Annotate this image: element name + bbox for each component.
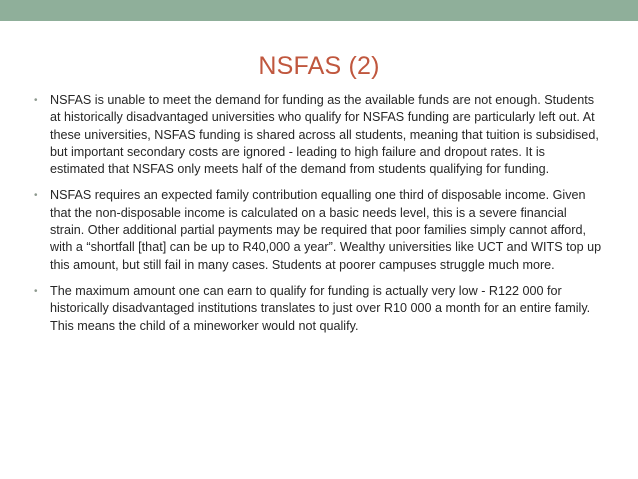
bullet-dot-icon: • xyxy=(34,285,38,297)
bullet-text: NSFAS requires an expected family contribution equalling one third of disposable income. Given that the non-disposable income is calculated on a basic needs level, this is a severe financial strain. Other additional partial payments may be required that poor families simply cannot afford, with a “shortfall [that] can be up to R40,000 a year”. Wealthy universities like UCT and WITS top up this amount, but still fail in many cases. Students at poorer campuses struggle much more. xyxy=(50,188,602,272)
bullet-dot-icon: • xyxy=(34,95,38,106)
bullet-text: The maximum amount one can earn to qualify for funding is actually very low - R122 000 for historically disadvantaged institutions translates to just over R10 000 a month for an entire family. This means the child of a mineworker would not qualify. xyxy=(50,283,591,333)
bullet-text: NSFAS is unable to meet the demand for funding as the available funds are not enough. Students at historically disadvantaged universities who qualify for NSFAS funding are particularly left out. At these universities, NSFAS funding is shared across all students, meaning that tuition is subsidised, but important secondary costs are ignored - leading to high failure and dropout rates. It is estimated that NSFAS only meets half of the demand from students qualifying for funding. xyxy=(50,93,599,177)
slide-title: NSFAS (2) xyxy=(258,52,380,80)
top-accent-bar xyxy=(0,0,638,21)
bullet-item xyxy=(30,92,602,178)
bullet-item xyxy=(30,283,602,335)
bullet-item xyxy=(30,187,602,273)
bullet-dot-icon: • xyxy=(34,190,38,202)
bullet-list xyxy=(30,92,602,344)
